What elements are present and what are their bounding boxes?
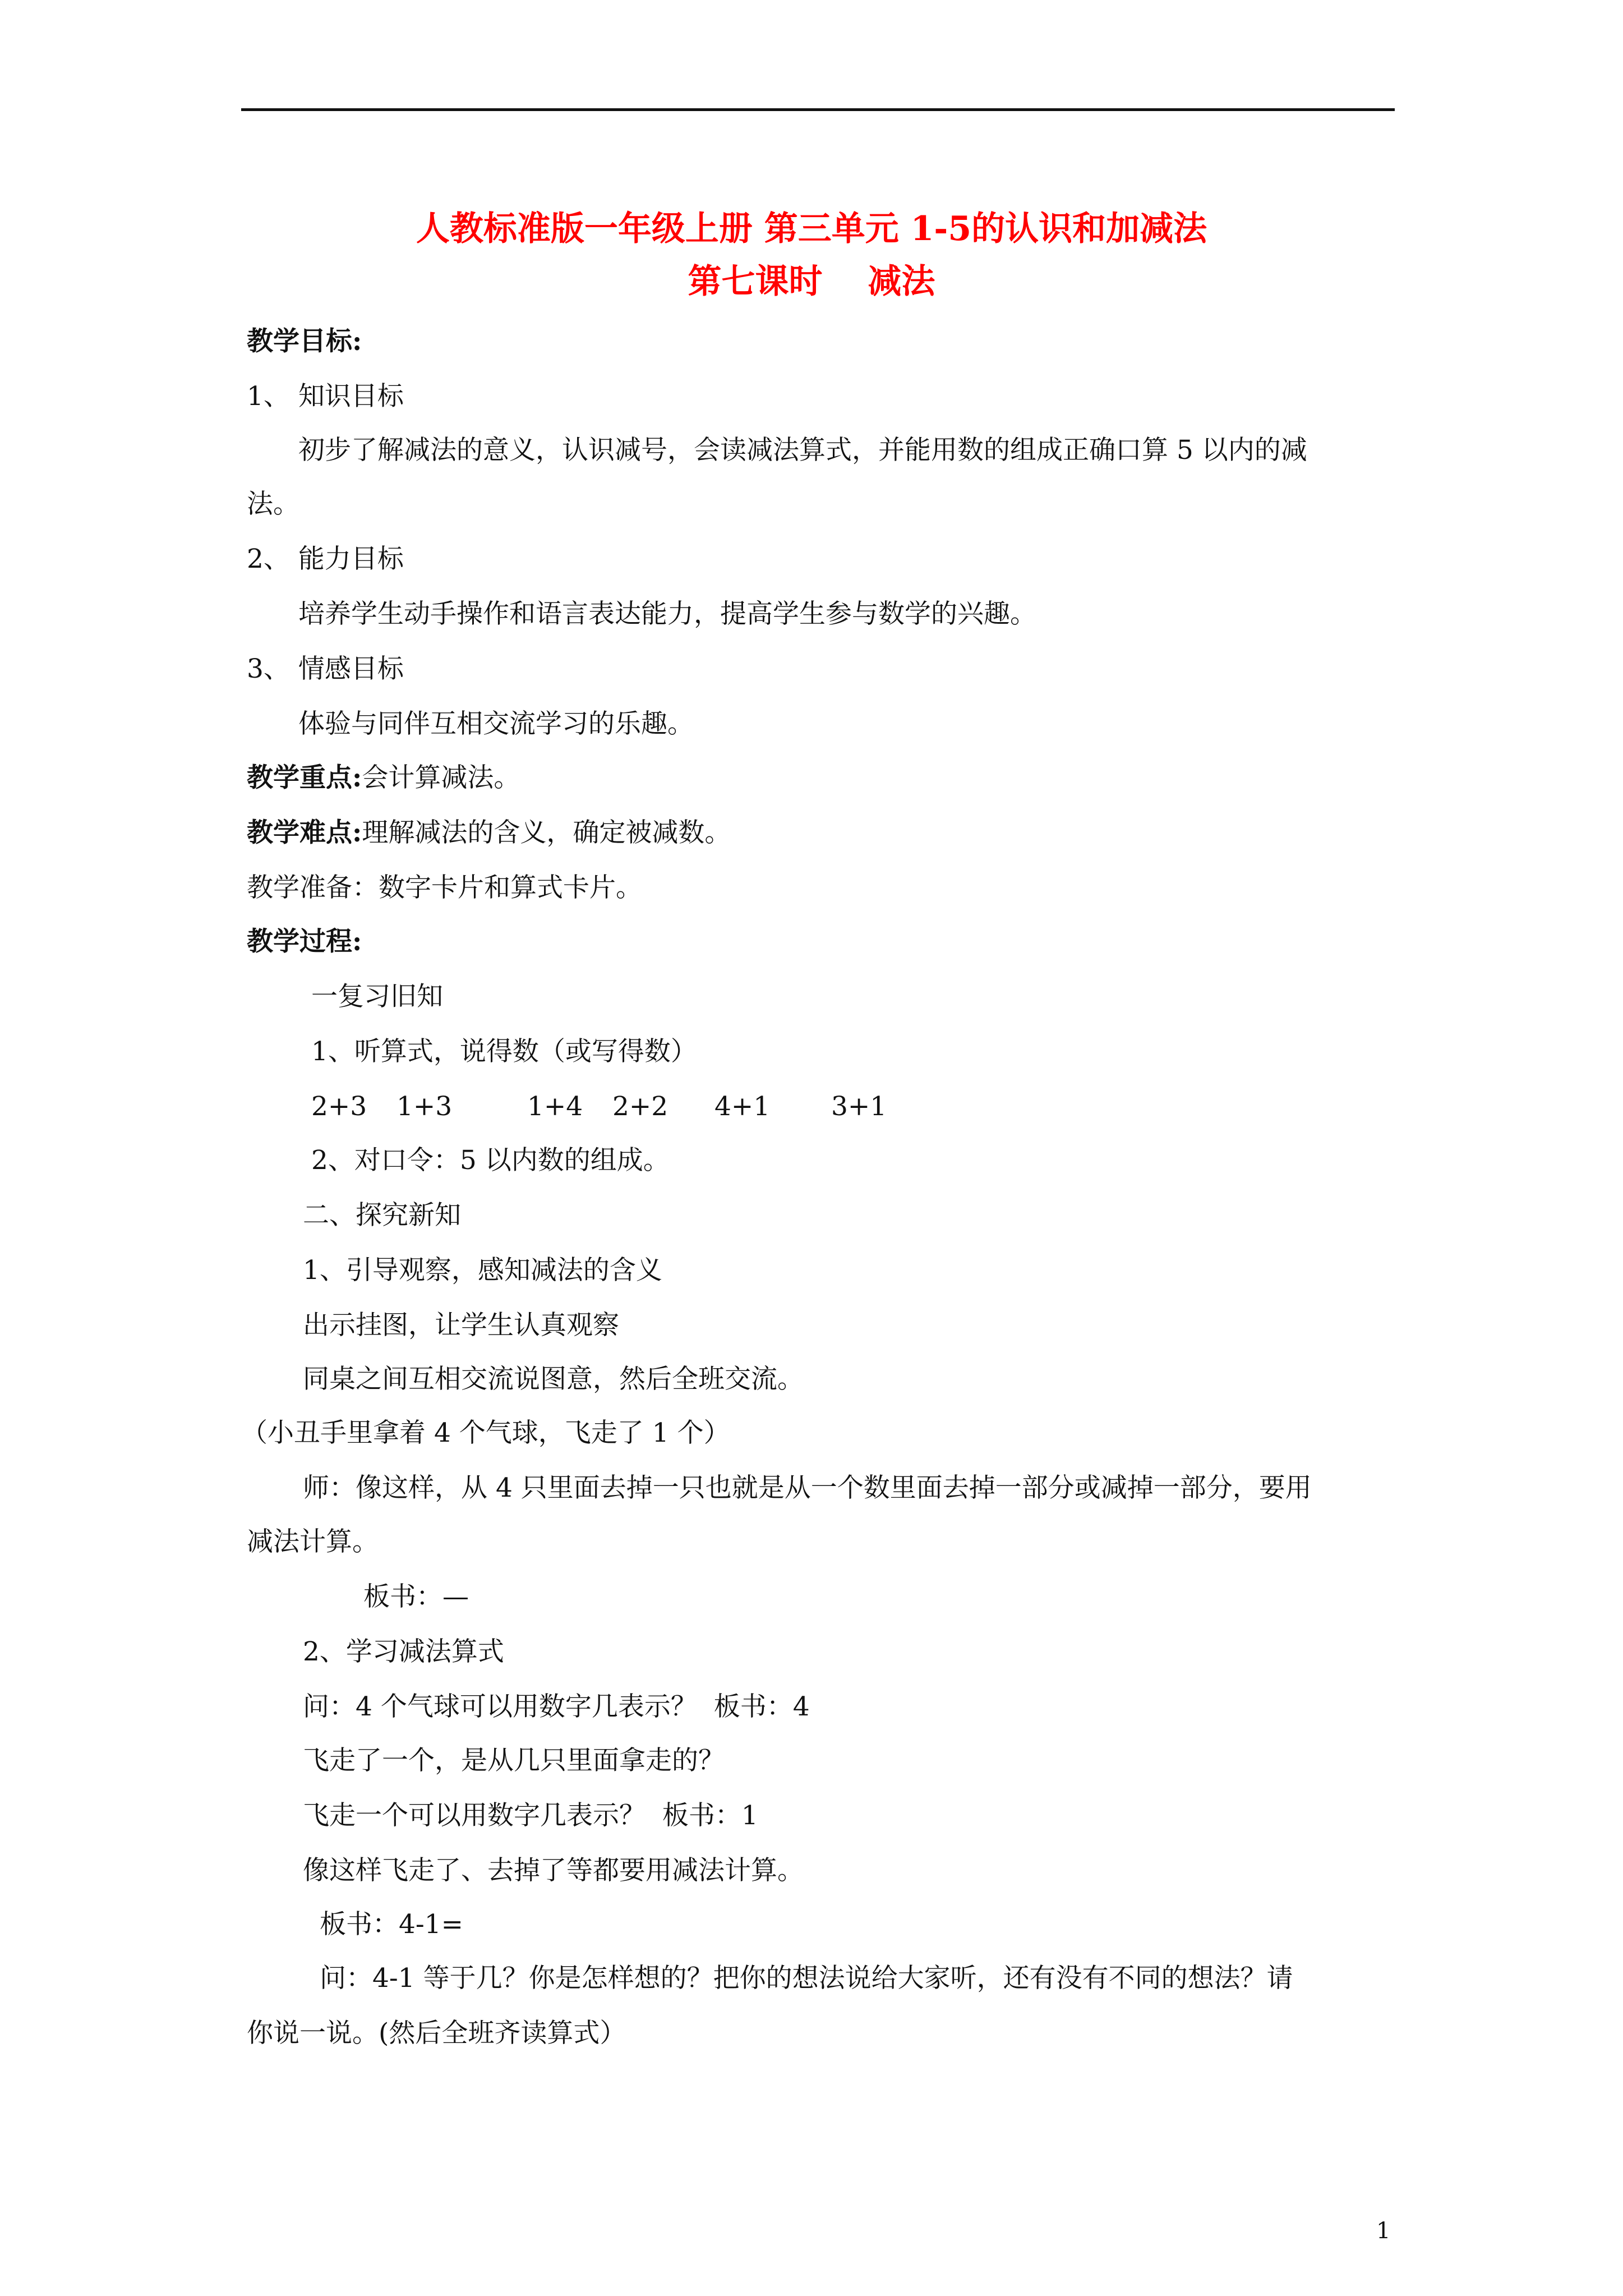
header-rule — [241, 108, 1395, 111]
goal2-heading: 2、 能力目标 — [247, 544, 404, 574]
goal2-text: 培养学生动手操作和语言表达能力，提高学生参与数学的兴趣。 — [298, 599, 1036, 629]
difficulty — [247, 813, 731, 853]
key-point-label: 教学重点: — [247, 762, 362, 793]
question-5-cont: 你说一说。(然后全班齐读算式） — [247, 2018, 626, 2049]
expression: 1+4 — [527, 1091, 583, 1122]
key-point — [247, 758, 520, 798]
question-2: 飞走了一个，是从几只里面拿走的？ — [303, 1745, 725, 1776]
question-3: 飞走一个可以用数字几表示？ 板书：1 — [303, 1800, 758, 1831]
expression: 3+1 — [831, 1091, 887, 1122]
difficulty-text: 理解减法的含义，确定被减数。 — [362, 817, 731, 848]
document-title: 人教标准版一年级上册 第三单元 1-5的认识和加减法 — [416, 209, 1207, 249]
key-point-text: 会计算减法。 — [362, 762, 520, 793]
question-1: 问：4 个气球可以用数字几表示？ 板书：4 — [303, 1691, 810, 1722]
teacher-line-cont: 减法计算。 — [247, 1526, 379, 1557]
goal1-text-cont: 法。 — [247, 489, 299, 519]
board-minus: 板书：— — [363, 1581, 469, 1612]
explore-item-2: 2、学习减法算式 — [303, 1636, 504, 1667]
show-picture: 出示挂图，让学生认真观察 — [303, 1310, 619, 1341]
question-5: 问：4-1 等于几？你是怎样想的？把你的想法说给大家听，还有没有不同的想法？请 — [320, 1963, 1293, 1994]
teaching-prep: 教学准备：数字卡片和算式卡片。 — [247, 872, 642, 903]
goals-heading: 教学目标: — [247, 326, 362, 357]
teacher-line: 师：像这样，从 4 只里面去掉一只也就是从一个数里面去掉一部分或减掉一部分，要用 — [303, 1473, 1312, 1503]
board-equation: 板书：4-1= — [320, 1909, 464, 1940]
difficulty-label: 教学难点: — [247, 817, 362, 848]
expression: 2+2 — [612, 1091, 668, 1122]
review-item-2: 2、对口令：5 以内数的组成。 — [311, 1145, 670, 1176]
clown-note: （小丑手里拿着 4 个气球，飞走了 1 个） — [241, 1418, 730, 1448]
goal1-heading: 1、 知识目标 — [247, 381, 404, 412]
expression: 2+3 — [311, 1091, 367, 1122]
goal3-heading: 3、 情感目标 — [247, 654, 404, 684]
question-4: 像这样飞走了、去掉了等都要用减法计算。 — [303, 1855, 804, 1886]
explore-heading: 二、探究新知 — [303, 1200, 461, 1231]
explore-item-1: 1、引导观察，感知减法的含义 — [303, 1255, 662, 1286]
process-heading: 教学过程: — [247, 926, 362, 957]
review-heading: 一复习旧知 — [311, 981, 443, 1012]
goal3-text: 体验与同伴互相交流学习的乐趣。 — [298, 708, 694, 739]
expression: 4+1 — [714, 1091, 771, 1122]
review-item-1: 1、听算式，说得数（或写得数） — [311, 1036, 697, 1067]
lesson-subtitle: 第七课时 减法 — [688, 262, 935, 301]
discuss: 同桌之间互相交流说图意，然后全班交流。 — [303, 1364, 804, 1395]
goal1-text: 初步了解减法的意义，认识减号，会读减法算式，并能用数的组成正确口算 5 以内的减 — [298, 435, 1307, 466]
page-number: 1 — [1376, 2218, 1391, 2244]
expression: 1+3 — [396, 1091, 453, 1122]
